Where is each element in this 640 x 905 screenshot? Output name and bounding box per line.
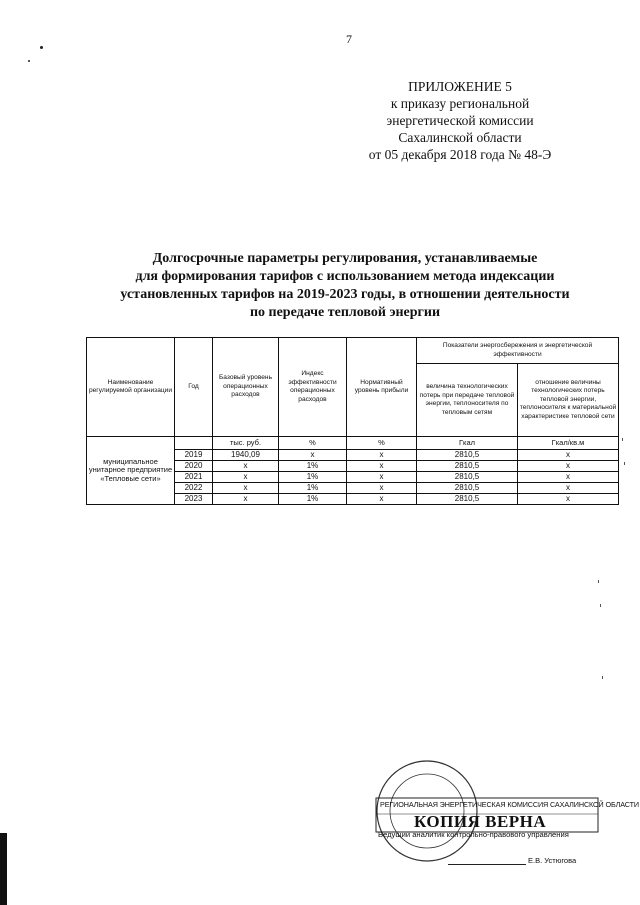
unit-base: тыс. руб. (213, 437, 279, 450)
signer-role: Ведущий аналитик контрольно-правового управления (378, 830, 569, 839)
cell-year: 2022 (175, 483, 213, 494)
title-line: по передаче тепловой энергии (249, 305, 441, 320)
cell-ratio: x (518, 461, 619, 472)
scan-speck (40, 46, 43, 49)
header-year: Год (175, 338, 213, 437)
cell-base: x (213, 472, 279, 483)
appendix-line: к приказу региональной (390, 96, 530, 111)
scan-edge-shadow (0, 833, 7, 905)
cell-index: 1% (279, 472, 347, 483)
scan-speck (602, 676, 603, 679)
header-losses: величина технологических потерь при передаче тепловой энергии, теплоносителя по тепловым сетям (417, 364, 518, 437)
document-title (80, 250, 610, 322)
unit-profit: % (347, 437, 417, 450)
cell-profit: x (347, 494, 417, 505)
cell-losses: 2810,5 (417, 483, 518, 494)
scan-speck (600, 604, 601, 607)
cell-index: 1% (279, 461, 347, 472)
scan-speck (28, 60, 30, 62)
cell-base: x (213, 494, 279, 505)
cell-ratio: x (518, 483, 619, 494)
title-line: установленных тарифов на 2019-2023 годы, в отношении деятельности (120, 287, 570, 302)
cell-profit: x (347, 450, 417, 461)
cell-profit: x (347, 461, 417, 472)
page-number: 7 (346, 32, 352, 46)
header-org: Наименование регулируемой организации (87, 338, 175, 437)
header-index: Индекс эффективности операционных расходов (279, 338, 347, 437)
title-line: для формирования тарифов с использованием метода индексации (135, 269, 555, 284)
appendix-line: Сахалинской области (398, 130, 522, 145)
appendix-date: от 05 декабря 2018 года № 48-Э (368, 147, 552, 162)
cell-base: x (213, 461, 279, 472)
appendix-header (330, 78, 590, 163)
scan-speck (622, 438, 623, 441)
header-ratio: отношение величины технологических потерь тепловой энергии, теплоносителя к материальной характеристике тепловой сети (518, 364, 619, 437)
cell-year: 2023 (175, 494, 213, 505)
header-profit: Нормативный уровень прибыли (347, 338, 417, 437)
cell-profit: x (347, 483, 417, 494)
cell-year: 2020 (175, 461, 213, 472)
cell-profit: x (347, 472, 417, 483)
cell-index: 1% (279, 483, 347, 494)
unit-ratio: Гкал/кв.м (518, 437, 619, 450)
cell-ratio: x (518, 494, 619, 505)
cell-losses: 2810,5 (417, 472, 518, 483)
header-base: Базовый уровень операционных расходов (213, 338, 279, 437)
cell-year: 2021 (175, 472, 213, 483)
stamp-organization: РЕГИОНАЛЬНАЯ ЭНЕРГЕТИЧЕСКАЯ КОМИССИЯ САХАЛИНСКОЙ ОБЛАСТИ (380, 800, 639, 809)
signature-line (448, 864, 526, 865)
scan-speck (624, 462, 625, 465)
scan-speck (598, 580, 599, 583)
cell-losses: 2810,5 (417, 494, 518, 505)
cell-losses: 2810,5 (417, 450, 518, 461)
appendix-line: энергетической комиссии (386, 113, 534, 128)
cell-base: 1940,09 (213, 450, 279, 461)
cell-ratio: x (518, 450, 619, 461)
cell-year: 2019 (175, 450, 213, 461)
cell-ratio: x (518, 472, 619, 483)
appendix-title: ПРИЛОЖЕНИЕ 5 (408, 79, 512, 94)
unit-losses: Гкал (417, 437, 518, 450)
cell-index: 1% (279, 494, 347, 505)
round-seal-stamp (372, 756, 602, 866)
signer-name: Е.В. Устюгова (528, 856, 577, 865)
copy-certified-mark: КОПИЯ ВЕРНА (414, 812, 547, 831)
header-energy-group: Показатели энергосбережения и энергетической эффективности (417, 338, 619, 364)
cell-losses: 2810,5 (417, 461, 518, 472)
unit-index: % (279, 437, 347, 450)
organization-name: муниципальное унитарное предприятие «Тепловые сети» (87, 437, 175, 505)
parameters-table (86, 337, 619, 505)
cell-index: x (279, 450, 347, 461)
title-line: Долгосрочные параметры регулирования, устанавливаемые (152, 251, 538, 266)
cell-base: x (213, 483, 279, 494)
unit-year (175, 437, 213, 450)
